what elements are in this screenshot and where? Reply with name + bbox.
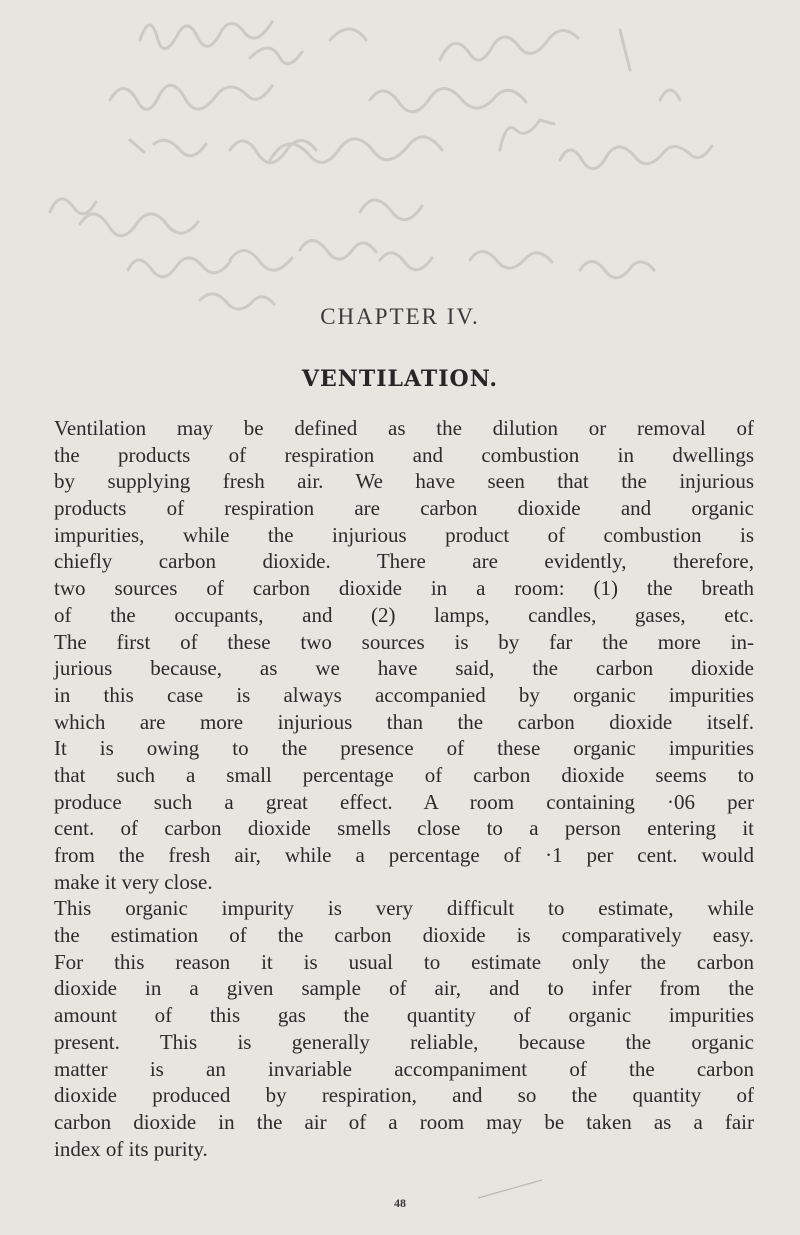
- text-line: products of respiration are carbon dioxide and organic: [54, 496, 754, 521]
- text-line: dioxide in a given sample of air, and to infer from the: [54, 976, 754, 1001]
- text-line: impurities, while the injurious product of combustion is: [54, 522, 754, 547]
- text-line: The first of these two sources is by far the more in-: [54, 629, 754, 654]
- text-line: matter is an invariable accompaniment of the carbon: [54, 1056, 754, 1081]
- text-line: in this case is always accompanied by organic impurities: [54, 682, 754, 707]
- text-line: For this reason it is usual to estimate only the carbon: [54, 949, 754, 974]
- text-line: index of its purity.: [54, 1136, 208, 1161]
- text-line: dioxide produced by respiration, and so the quantity of: [54, 1083, 754, 1108]
- text-line: two sources of carbon dioxide in a room: (1) the breath: [54, 576, 754, 601]
- text-line: which are more injurious than the carbon dioxide itself.: [54, 709, 754, 734]
- text-line: Ventilation may be defined as the dilution or removal of: [54, 416, 754, 440]
- text-line: This organic impurity is very difficult to estimate, while: [54, 896, 754, 921]
- text-line: of the occupants, and (2) lamps, candles, gases, etc.: [54, 602, 754, 627]
- text-line: that such a small percentage of carbon dioxide seems to: [54, 762, 754, 787]
- handwritten-inscription: [0, 0, 800, 340]
- page-number: 48: [394, 1196, 406, 1210]
- chapter-heading: CHAPTER IV.: [320, 304, 480, 329]
- text-line: cent. of carbon dioxide smells close to a person entering it: [54, 816, 754, 841]
- text-line: the products of respiration and combustion in dwellings: [54, 442, 754, 467]
- text-line: It is owing to the presence of these organic impurities: [54, 736, 754, 761]
- text-line: produce such a great effect. A room containing ·06 per: [54, 789, 754, 814]
- text-line: amount of this gas the quantity of organic impurities: [54, 1003, 754, 1028]
- text-line: from the fresh air, while a percentage of ·1 per cent. would: [54, 843, 754, 867]
- text-line: present. This is generally reliable, because the organic: [54, 1029, 754, 1054]
- section-title: VENTILATION.: [301, 366, 499, 392]
- text-line: chiefly carbon dioxide. There are evidently, therefore,: [54, 549, 754, 574]
- text-line: jurious because, as we have said, the carbon dioxide: [54, 656, 754, 681]
- text-line: by supplying fresh air. We have seen that the injurious: [54, 469, 754, 494]
- text-line: the estimation of the carbon dioxide is comparatively easy.: [54, 923, 754, 948]
- body-text: [54, 415, 754, 1162]
- text-line: carbon dioxide in the air of a room may be taken as a fair: [54, 1109, 754, 1134]
- text-line: make it very close.: [54, 869, 213, 894]
